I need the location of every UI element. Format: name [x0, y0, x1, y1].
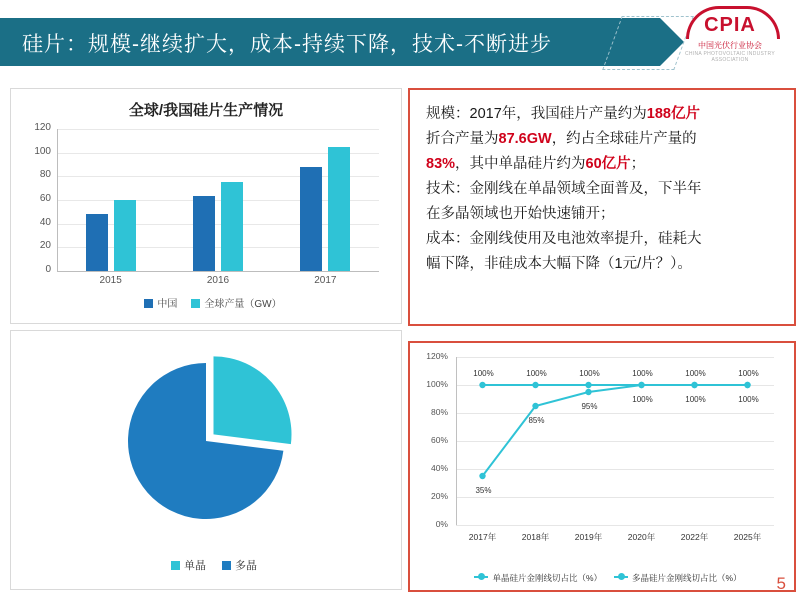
page-title: 硅片：规模-继续扩大，成本-持续下降，技术-不断进步	[22, 33, 552, 56]
bar	[193, 196, 215, 271]
bar-chart-title: 全球/我国硅片生产情况	[128, 102, 284, 119]
data-label: 100%	[685, 395, 706, 404]
bar	[328, 147, 350, 271]
legend-swatch	[191, 299, 200, 308]
logo-text: CPIA	[704, 14, 756, 36]
y-axis-label: 20	[39, 240, 51, 252]
pie-chart-legend	[11, 557, 401, 573]
y-axis-label: 100%	[426, 379, 448, 389]
data-point	[585, 382, 591, 388]
legend-label: 全球产量（GW）	[204, 299, 282, 310]
y-axis-label: 40	[39, 216, 51, 228]
data-label: 100%	[473, 369, 494, 378]
legend-label: 多晶硅片金刚线切占比（%）	[632, 573, 742, 583]
summary-text-content	[410, 90, 794, 277]
data-label: 95%	[581, 402, 598, 411]
data-point	[532, 382, 538, 388]
data-label: 35%	[475, 486, 492, 495]
summary-line	[426, 102, 780, 127]
y-axis-label: 60	[39, 193, 51, 204]
legend-swatch	[144, 299, 153, 308]
body-text: 规模：2017年，我国硅片产量约为	[426, 106, 647, 122]
body-text: 技术：金刚线在单晶领域全面普及，下半年	[426, 181, 702, 197]
highlight-text: 83%	[426, 156, 456, 172]
logo-subtitle-en: CHINA PHOTOVOLTAIC INDUSTRY ASSOCIATION	[685, 51, 775, 63]
bar-chart-legend	[11, 295, 401, 310]
bar	[300, 167, 322, 271]
y-axis-label: 0%	[435, 519, 448, 529]
summary-line	[426, 177, 780, 202]
pie-chart-plot-area	[11, 341, 401, 541]
y-axis-line	[57, 129, 58, 271]
body-text: ；	[630, 156, 646, 172]
summary-text-panel	[408, 88, 796, 326]
data-point	[479, 382, 485, 388]
highlight-text: 87.6GW	[498, 131, 552, 147]
x-axis-label: 2017年	[468, 532, 497, 542]
y-axis-label: 0	[45, 264, 51, 275]
y-axis-label: 100	[34, 145, 51, 157]
summary-line	[426, 252, 780, 277]
legend-label: 中国	[157, 299, 178, 310]
highlight-text: 188亿片	[646, 106, 700, 122]
x-axis-label: 2015	[99, 275, 122, 286]
summary-line	[426, 152, 780, 177]
data-label: 100%	[738, 369, 759, 378]
y-axis-label: 80	[39, 169, 51, 181]
data-label: 100%	[685, 369, 706, 378]
y-axis-label: 120%	[426, 351, 448, 361]
pie-chart-panel	[10, 330, 402, 590]
body-text: 在多晶领域也开始快速铺开；	[426, 206, 615, 222]
legend-label: 多晶	[235, 560, 257, 572]
legend-swatch	[614, 576, 628, 578]
summary-line	[426, 127, 780, 152]
y-axis-label: 40%	[430, 463, 448, 473]
data-point	[479, 473, 485, 479]
data-label: 100%	[738, 395, 759, 404]
legend-swatch	[171, 561, 180, 570]
data-point	[638, 382, 644, 388]
x-axis-label: 2016	[206, 275, 230, 286]
data-point	[532, 403, 538, 409]
x-axis-line	[57, 271, 379, 272]
summary-line	[426, 227, 780, 252]
bar	[86, 214, 108, 271]
bar	[114, 200, 136, 271]
line-chart-legend	[410, 572, 794, 584]
x-axis-label: 2025年	[733, 532, 762, 542]
body-text: 成本：金刚线使用及电池效率提升，硅耗大	[426, 231, 702, 247]
data-point	[585, 389, 591, 395]
data-label: 100%	[632, 395, 653, 404]
y-axis-label: 120	[34, 122, 51, 133]
logo-subtitle: 中国光伏行业协会	[698, 41, 762, 50]
logo-ring	[678, 6, 782, 63]
legend-swatch	[474, 576, 488, 578]
bar	[221, 182, 243, 271]
data-label: 100%	[579, 369, 600, 378]
x-axis-label: 2018年	[521, 532, 550, 542]
pie-slice	[214, 356, 292, 444]
y-axis-label: 60%	[430, 435, 448, 445]
data-label: 100%	[526, 369, 547, 378]
body-text: 折合产量为	[426, 131, 499, 147]
body-text: ，约占全球硅片产量的	[551, 131, 697, 147]
x-axis-label: 2019年	[574, 532, 603, 542]
cpia-logo	[678, 6, 782, 62]
page-number: 5	[776, 574, 786, 593]
x-axis-label: 2022年	[680, 532, 709, 542]
line-chart-panel	[408, 341, 796, 592]
data-point	[744, 382, 750, 388]
legend-label: 单晶	[184, 560, 206, 572]
legend-swatch	[222, 561, 231, 570]
highlight-text: 60亿片	[585, 156, 631, 172]
x-axis-label: 2020年	[627, 532, 656, 542]
data-point	[691, 382, 697, 388]
x-axis-label: 2017	[314, 275, 337, 286]
body-text: 幅下降，非硅成本大幅下降（1元/片？）。	[426, 256, 692, 272]
data-label: 100%	[632, 369, 653, 378]
y-axis-label: 80%	[430, 407, 448, 417]
pie-chart-svg	[11, 341, 401, 541]
data-label: 85%	[528, 416, 545, 425]
grid-line	[57, 129, 379, 130]
bar-chart-panel	[10, 88, 402, 324]
y-axis-label: 20%	[430, 491, 448, 501]
summary-line	[426, 202, 780, 227]
legend-label: 单晶硅片金刚线切占比（%）	[492, 573, 602, 583]
body-text: ，其中单晶硅片约为	[455, 156, 586, 172]
